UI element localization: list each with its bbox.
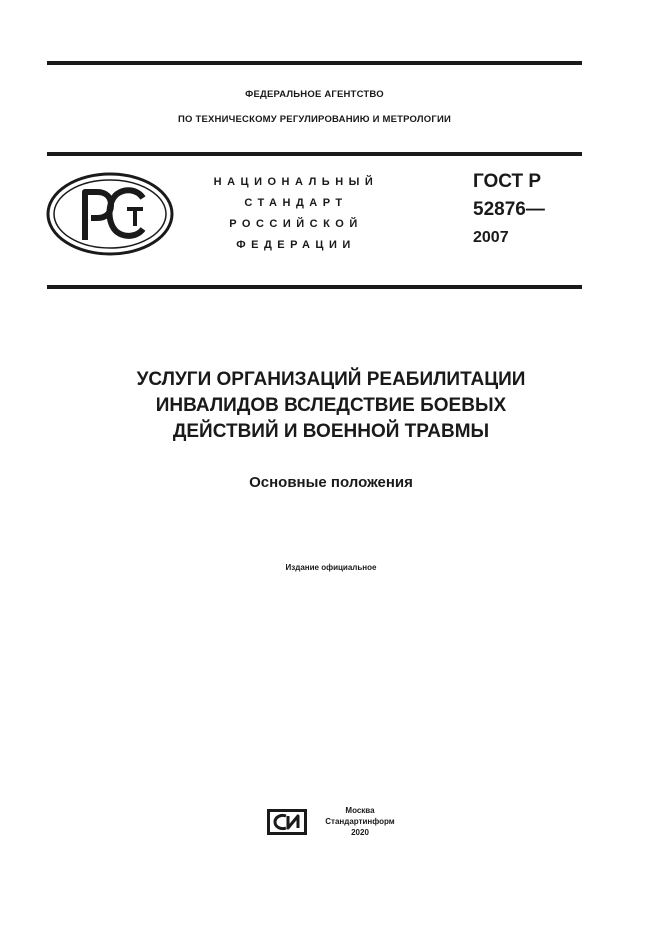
standartinform-logo-icon	[266, 808, 308, 836]
publisher-name: Стандартинформ	[325, 817, 395, 826]
rst-certification-mark-icon	[45, 172, 175, 256]
edition-note: Издание официальное	[285, 563, 377, 572]
publisher-city: Москва	[345, 806, 375, 815]
bottom-rule	[47, 285, 582, 289]
national-standard-label	[196, 172, 396, 256]
publisher-year: 2020	[351, 828, 369, 837]
gost-year: 2007	[473, 229, 509, 246]
title-line: УСЛУГИ ОРГАНИЗАЦИЙ РЕАБИЛИТАЦИИ	[136, 369, 526, 390]
national-line: СТАНДАРТ	[244, 197, 348, 209]
agency-line-1: ФЕДЕРАЛЬНОЕ АГЕНТСТВО	[245, 89, 384, 100]
gost-designation: ГОСТ Р	[473, 171, 542, 192]
publisher-block	[318, 805, 402, 838]
gost-number: 52876—	[473, 199, 545, 220]
document-subtitle: Основные положения	[249, 474, 413, 491]
middle-rule	[47, 152, 582, 156]
national-line: ФЕДЕРАЦИИ	[236, 239, 356, 251]
document-title	[47, 367, 615, 445]
national-line: РОССИЙСКОЙ	[229, 218, 363, 230]
national-line: НАЦИОНАЛЬНЫЙ	[213, 176, 379, 188]
agency-line-2: ПО ТЕХНИЧЕСКОМУ РЕГУЛИРОВАНИЮ И МЕТРОЛОГИИ	[178, 114, 451, 125]
top-rule	[47, 61, 582, 65]
title-line: ИНВАЛИДОВ ВСЛЕДСТВИЕ БОЕВЫХ	[155, 395, 507, 416]
title-line: ДЕЙСТВИЙ И ВОЕННОЙ ТРАВМЫ	[172, 421, 490, 442]
standard-designation	[473, 168, 545, 252]
